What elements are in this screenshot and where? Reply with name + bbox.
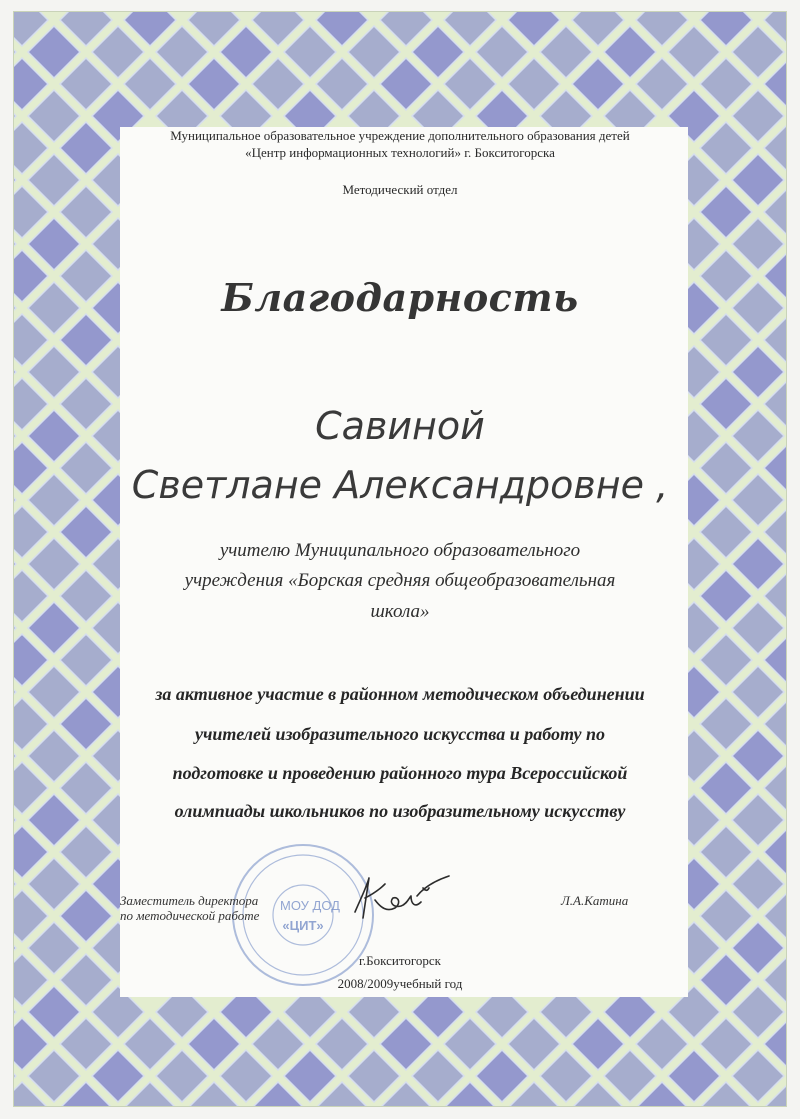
border-diamond bbox=[28, 986, 80, 1038]
reason-line-2: учителей изобразительного искусства и работу по bbox=[194, 724, 606, 744]
border-diamond bbox=[188, 1018, 240, 1070]
position-line-3: школа» bbox=[370, 601, 430, 622]
border-diamond bbox=[60, 314, 112, 366]
border-diamond bbox=[700, 314, 752, 366]
border-diamond bbox=[60, 890, 112, 942]
border-diamond bbox=[252, 58, 304, 110]
border-diamond bbox=[380, 58, 432, 110]
border-diamond bbox=[284, 1050, 336, 1102]
border-diamond bbox=[60, 634, 112, 686]
signatory-role-line-1: Заместитель директора bbox=[120, 893, 259, 908]
border-diamond bbox=[220, 26, 272, 78]
border-diamond bbox=[124, 1018, 176, 1070]
border-diamond bbox=[444, 58, 496, 110]
border-diamond bbox=[28, 154, 80, 206]
border-diamond bbox=[476, 26, 528, 78]
border-diamond bbox=[412, 1050, 464, 1102]
footer-year: 2008/2009учебный год bbox=[337, 976, 463, 991]
recipient-surname: Савиной bbox=[315, 404, 485, 448]
border-diamond bbox=[476, 1050, 528, 1102]
border-diamond bbox=[92, 26, 144, 78]
footer-city: г.Бокситогорск bbox=[359, 953, 441, 968]
org-line-2: «Центр информационных технологий» г. Бокситогорска bbox=[245, 145, 555, 160]
border-diamond bbox=[508, 58, 560, 110]
border-diamond bbox=[700, 890, 752, 942]
border-diamond bbox=[572, 58, 624, 110]
border-diamond bbox=[540, 26, 592, 78]
border-diamond bbox=[732, 26, 784, 78]
border-diamond bbox=[156, 26, 208, 78]
border-diamond bbox=[220, 1050, 272, 1102]
border-diamond bbox=[28, 1050, 80, 1102]
org-line-1: Муниципальное образовательное учреждение дополнительного образования детей bbox=[170, 128, 630, 143]
border-diamond bbox=[60, 58, 112, 110]
border-diamond bbox=[508, 1018, 560, 1070]
border-diamond bbox=[700, 58, 752, 110]
border-diamond bbox=[28, 26, 80, 78]
border-diamond bbox=[732, 154, 784, 206]
border-diamond bbox=[316, 58, 368, 110]
border-diamond bbox=[732, 858, 784, 910]
border-diamond bbox=[60, 1018, 112, 1070]
border-diamond bbox=[604, 26, 656, 78]
border-diamond bbox=[92, 1050, 144, 1102]
border-diamond bbox=[60, 826, 112, 878]
border-diamond bbox=[700, 634, 752, 686]
stamp-abbr: «ЦИТ» bbox=[282, 918, 324, 933]
border-diamond bbox=[28, 346, 80, 398]
position-line-2: учреждения «Борская средняя общеобразовательная bbox=[184, 570, 616, 591]
signatory-role-line-2: по методической работе bbox=[120, 908, 260, 923]
border-diamond bbox=[540, 1050, 592, 1102]
border-diamond bbox=[668, 1050, 720, 1102]
recipient-name: Светлане Александровне , bbox=[131, 463, 669, 507]
reason-line-4: олимпиады школьников по изобразительному искусству bbox=[174, 801, 626, 821]
reason-line-1: за активное участие в районном методическом объединении bbox=[155, 684, 645, 704]
border-diamond bbox=[28, 218, 80, 270]
border-diamond bbox=[732, 346, 784, 398]
border-diamond bbox=[156, 1050, 208, 1102]
border-diamond bbox=[412, 26, 464, 78]
border-diamond bbox=[636, 1018, 688, 1070]
border-diamond bbox=[700, 1018, 752, 1070]
border-diamond bbox=[700, 826, 752, 878]
position-line-1: учителю Муниципального образовательного bbox=[219, 540, 581, 561]
signatory-name: Л.А.Катина bbox=[561, 893, 629, 908]
stamp-center-text: МОУ ДОД bbox=[280, 898, 340, 913]
border-diamond bbox=[732, 218, 784, 270]
border-diamond bbox=[604, 1050, 656, 1102]
handwritten-signature bbox=[345, 868, 455, 928]
border-diamond bbox=[636, 58, 688, 110]
border-diamond bbox=[380, 1018, 432, 1070]
border-diamond bbox=[188, 58, 240, 110]
border-diamond bbox=[668, 26, 720, 78]
border-diamond bbox=[348, 26, 400, 78]
document-title: Благодарность bbox=[221, 275, 579, 320]
reason-line-3: подготовке и проведению районного тура Всероссийской bbox=[172, 763, 628, 783]
border-diamond bbox=[28, 858, 80, 910]
border-diamond bbox=[444, 1018, 496, 1070]
border-diamond bbox=[732, 986, 784, 1038]
inner-panel bbox=[120, 127, 688, 997]
border-diamond bbox=[348, 1050, 400, 1102]
border-diamond bbox=[732, 1050, 784, 1102]
border-diamond bbox=[124, 58, 176, 110]
border-diamond bbox=[252, 1018, 304, 1070]
border-diamond bbox=[316, 1018, 368, 1070]
border-diamond bbox=[572, 1018, 624, 1070]
border-diamond bbox=[284, 26, 336, 78]
department: Методический отдел bbox=[342, 182, 458, 197]
